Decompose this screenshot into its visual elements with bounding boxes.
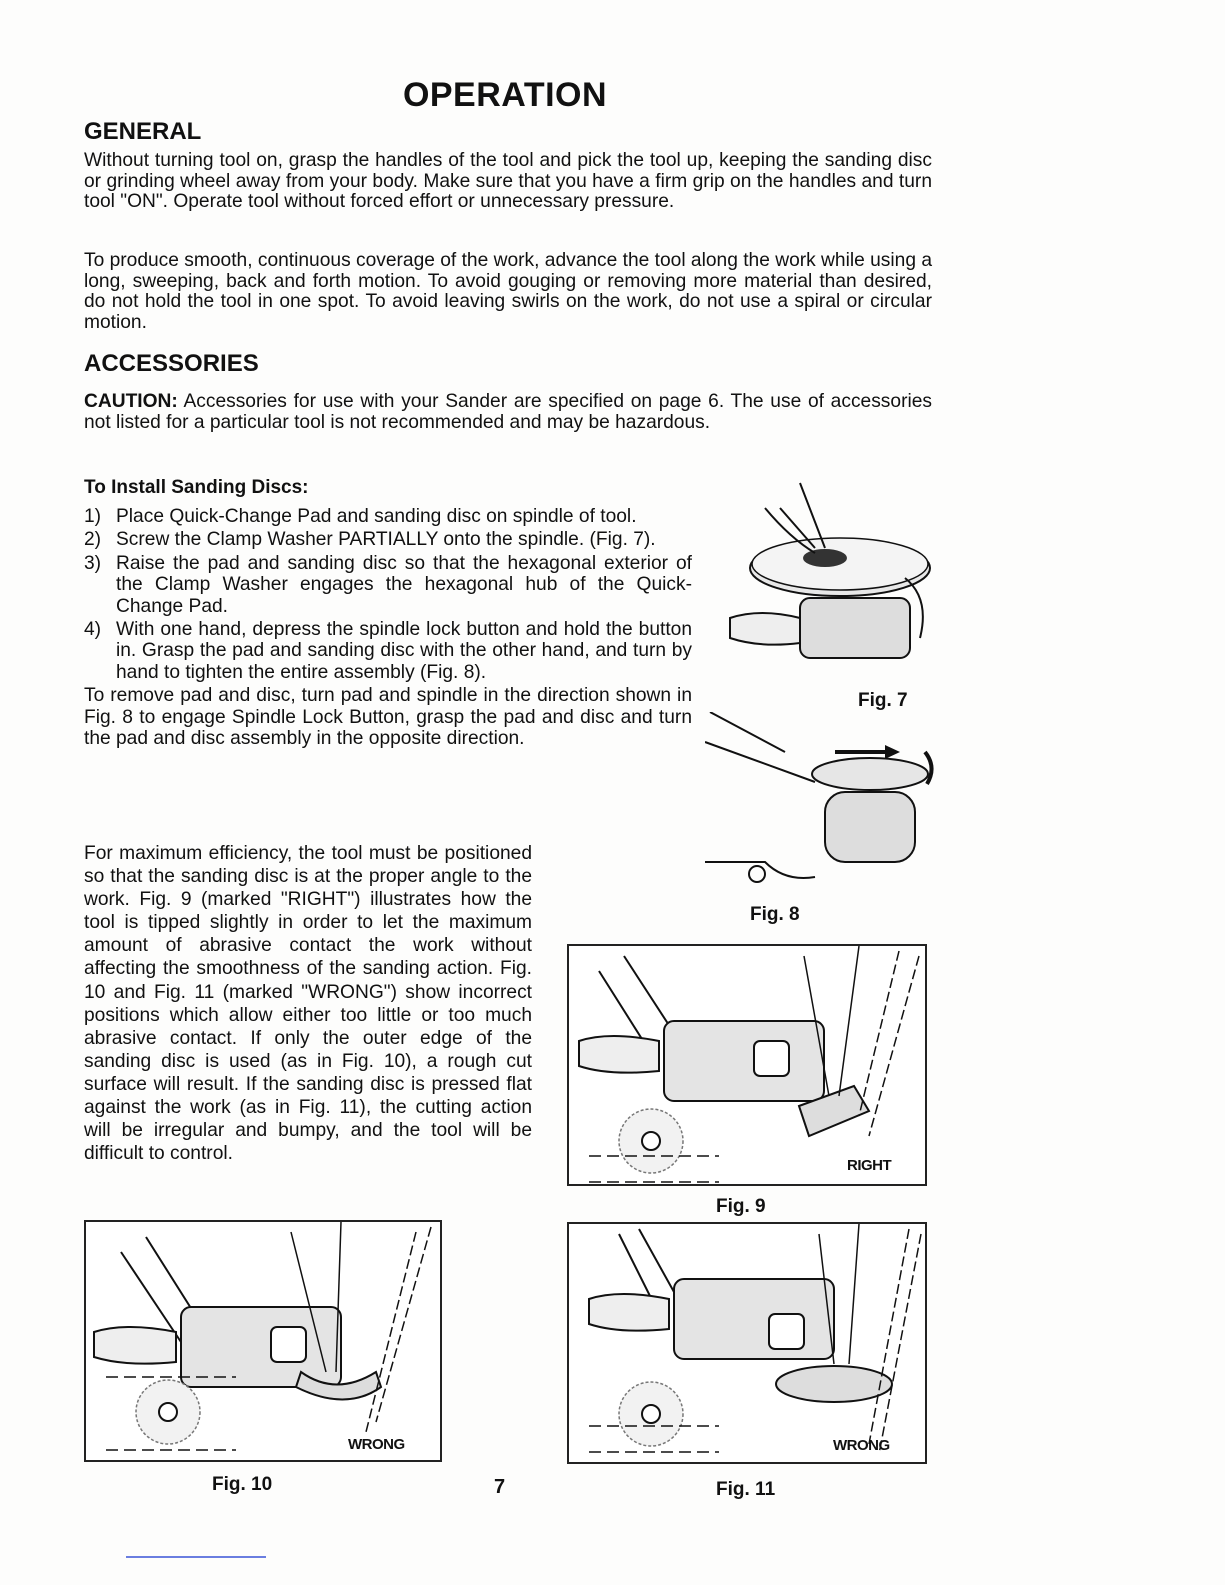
caution-label: CAUTION: — [84, 391, 178, 412]
fig11-panel — [567, 1222, 927, 1464]
step-number: 2) — [84, 529, 102, 551]
fig11-caption: Fig. 11 — [716, 1479, 776, 1500]
caution-text: Accessories for use with your Sander are specified on page 6. The use of accessories not listed for a particular tool is not recommended and may be hazardous. — [84, 391, 932, 433]
step-text: Place Quick-Change Pad and sanding disc on spindle of tool. — [116, 506, 637, 527]
list-item — [84, 619, 692, 683]
step-number: 3) — [84, 552, 102, 574]
footer-rule — [126, 1556, 266, 1558]
sander-right-angle-drawing — [569, 946, 925, 1184]
wrong-label: WRONG — [833, 1437, 890, 1454]
fig8-illustration — [705, 712, 935, 902]
step-text: Raise the pad and sanding disc so that the hexagonal exterior of the Clamp Washer engages the hexagonal hub of the Quick-Change Pad. — [116, 552, 692, 617]
list-item — [84, 553, 692, 617]
sander-flat-contact-drawing — [569, 1224, 925, 1462]
step-text: With one hand, depress the spindle lock button and hold the button in. Grasp the pad and sanding disc with the other hand, and turn by hand to tighten the entire assembly (Fig. 8). — [116, 619, 692, 683]
fig8-caption: Fig. 8 — [750, 904, 800, 925]
fig7-illustration — [720, 468, 935, 688]
fig9-panel — [567, 944, 927, 1186]
page-title: OPERATION — [402, 76, 608, 114]
efficiency-paragraph: For maximum efficiency, the tool must be positioned so that the sanding disc is at the proper angle to the work. Fig. 9 (marked "RIGHT") illustrates how the tool is tipped slightly in order to let the maximum amount of abrasive contact the work without affecting the smoothness of the sanding action. Fig. 10 and Fig. 11 (marked "WRONG") show incorrect positions which allow either too little or too much abrasive contact. If only the outer edge of the sanding disc is used (as in Fig. 10), a rough cut surface will result. If the sanding disc is pressed flat against the work (as in Fig. 11), the cutting action will be irregular and bumpy, and the tool will be difficult to control. — [84, 843, 532, 1165]
sander-disc-install-drawing — [720, 468, 935, 688]
general-paragraph-2: To produce smooth, continuous coverage of the work, advance the tool along the work while using a long, sweeping, back and forth motion. To avoid gouging or removing more material than desired, do not hold the tool in one spot. To avoid leaving swirls on the work, do not use a spiral or circular motion. — [84, 250, 932, 333]
install-steps — [84, 506, 692, 749]
remove-instructions: To remove pad and disc, turn pad and spindle in the direction shown in Fig. 8 to engage Spindle Lock Button, grasp the pad and disc and turn the pad and disc assembly in the opposite direction. — [84, 685, 692, 750]
fig10-caption: Fig. 10 — [212, 1474, 273, 1495]
step-text: Screw the Clamp Washer PARTIALLY onto the spindle. (Fig. 7). — [116, 529, 656, 551]
general-paragraph-1: Without turning tool on, grasp the handles of the tool and pick the tool up, keeping the sanding disc or grinding wheel away from your body. Make sure that you have a firm grip on the handles and turn tool "ON". Operate tool without forced effort or unnecessary pressure. — [84, 150, 932, 213]
fig9-caption: Fig. 9 — [716, 1196, 766, 1217]
list-item — [84, 506, 692, 527]
caution-paragraph — [84, 392, 932, 433]
page-number: 7 — [494, 1476, 506, 1498]
step-number: 1) — [84, 506, 102, 527]
spindle-lock-drawing — [705, 712, 935, 902]
list-item — [84, 529, 692, 550]
fig10-panel — [84, 1220, 442, 1462]
fig7-caption: Fig. 7 — [858, 690, 908, 711]
sander-edge-contact-drawing — [86, 1222, 440, 1460]
right-label: RIGHT — [847, 1157, 892, 1174]
general-heading: GENERAL — [84, 118, 202, 145]
accessories-heading: ACCESSORIES — [84, 350, 259, 377]
wrong-label: WRONG — [348, 1436, 405, 1453]
install-heading: To Install Sanding Discs: — [84, 477, 309, 498]
step-number: 4) — [84, 619, 102, 641]
